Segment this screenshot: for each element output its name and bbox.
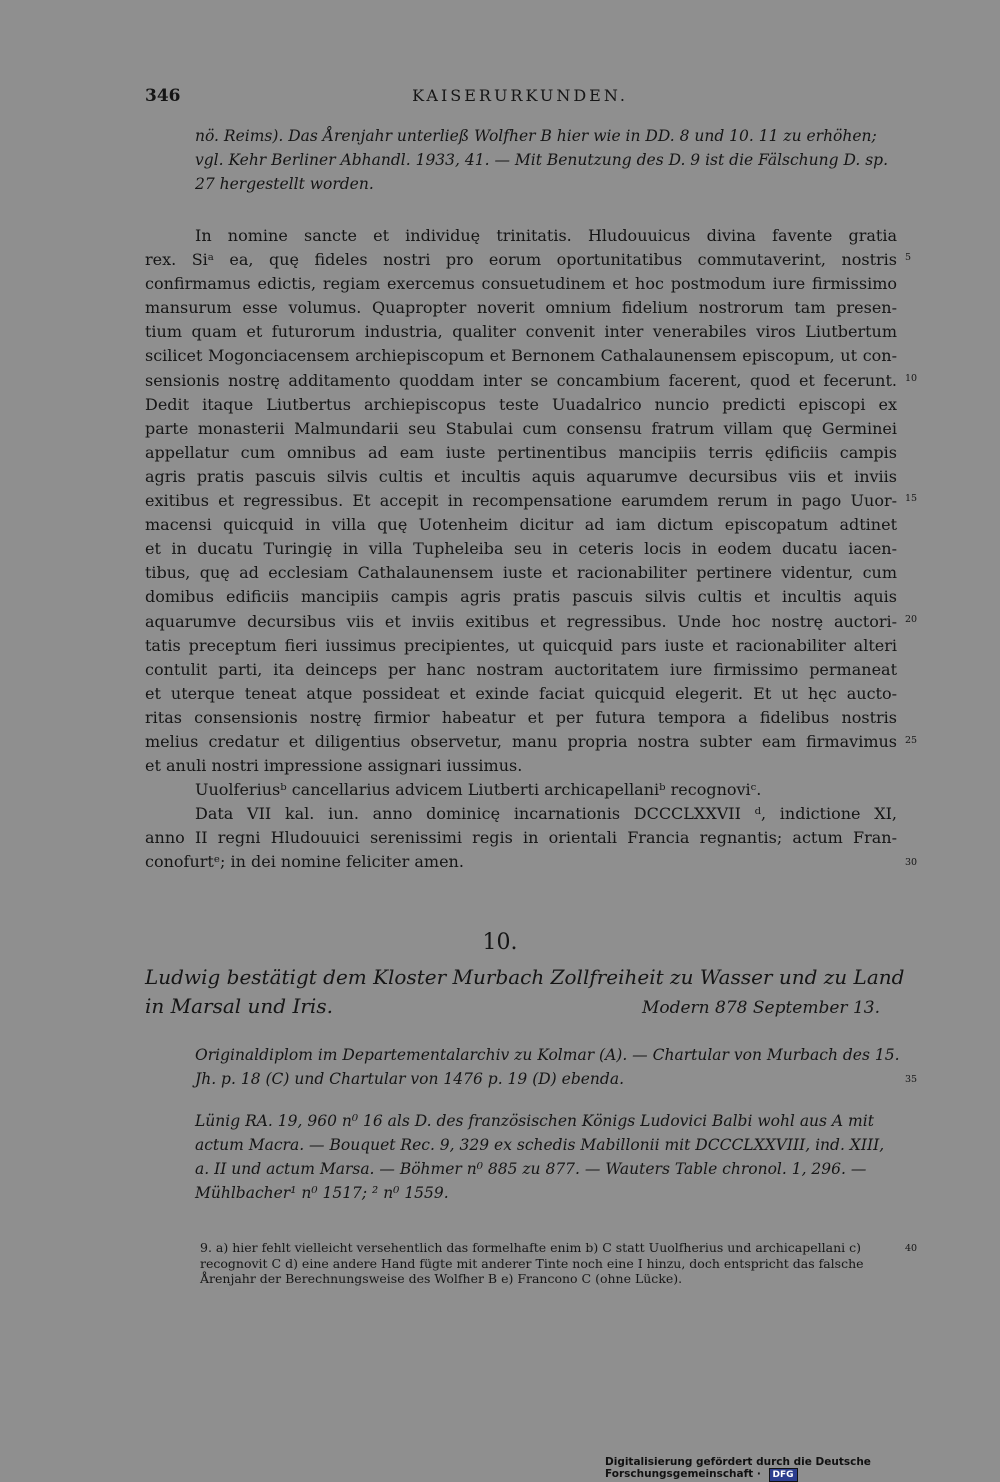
source-paragraph: Lünig RA. 19, 960 n⁰ 16 als D. des französischen Königs Ludovici Balbi wohl aus A mit actum Macra. — Bouquet Rec. 9, 329 ex schedis Mabillonii mit DCCCLXXVIII, ind. XIII, a. II und actum Marsa. — Böhmer n⁰ 885 zu 877. — Wauters Table chronol. 1, 296. — Mühlbacher¹ n⁰ 1517; ² n⁰ 1559. <box>195 1112 885 1202</box>
charter-line: rex. Siᵃ ea, quę fideles nostri pro eorum oportunitatibus commutaverint, nostris <box>145 250 897 270</box>
line-number: 40 <box>905 1243 918 1254</box>
charter-line: tium quam et futurorum industria, qualiter convenit inter venerabiles viros Liutbertum <box>145 322 897 342</box>
charter-line: et uterque teneat atque possideat et exinde faciat quicquid elegerit. Et ut hęc aucto- <box>145 683 897 703</box>
title-line-2: in Marsal und Iris. <box>145 994 333 1018</box>
charter-line: macensi quicquid in villa quę Uotenheim dicitur ad iam dictum episcopatum adtinet <box>145 515 897 535</box>
charter-line: appellatur cum omnibus ad eam iuste pertinentibus mancipiis terris ędificiis campis <box>145 442 897 462</box>
charter-line: et in ducatu Turingię in villa Tupheleiba seu in ceteris locis in eodem ducatu iacen- <box>145 539 897 559</box>
charter-line: mansurum esse volumus. Quapropter noverit omnium fidelium nostrorum tam presen- <box>145 298 897 318</box>
margin-line-numbers <box>905 0 935 1477</box>
charter-line: aquarumve decursibus viis et inviis exitibus et regressibus. Unde hoc nostrę auctori- <box>145 611 897 631</box>
charter-line: sensionis nostrę additamento quoddam inter se concambium facerent, quod et fecerunt. <box>145 370 897 390</box>
charter-text <box>145 224 897 875</box>
dating-line: conofurtᵉ; in dei nomine feliciter amen. <box>145 852 464 872</box>
charter-line: parte monasterii Malmundarii seu Stabulai cum consensu fratrum villam quę Germinei <box>145 418 897 438</box>
dating-line: Data VII kal. iun. anno dominicę incarnationis DCCCLXXVII ᵈ, indictione XI, <box>195 804 897 824</box>
footnotes <box>200 1240 902 1287</box>
line-number: 10 <box>905 373 918 384</box>
charter-line: contulit parti, ita deinceps per hanc nostram auctoritatem iure firmissimo permaneat <box>145 659 897 679</box>
source-paragraph: Originaldiplom im Departementalarchiv zu Kolmar (A). — Chartular von Murbach des 15. Jh. p. 18 (C) und Chartular von 1476 p. 19 (D) ebenda. <box>195 1046 900 1088</box>
charter-line: tibus, quę ad ecclesiam Cathalaunensem iuste et racionabiliter pertinere videntur, cum <box>145 563 897 583</box>
line-number: 5 <box>905 252 912 263</box>
charter-line: ritas consensionis nostrę firmior habeatur et per futura tempora a fidelibus nostris <box>145 707 897 727</box>
running-title: KAISERURKUNDEN. <box>412 86 628 105</box>
line-number: 20 <box>905 614 918 625</box>
title-line-2-container <box>145 992 900 1021</box>
charter-line: agris pratis pascuis silvis cultis et incultis aquis aquarumve decursibus viis et inviis <box>145 466 897 486</box>
charter-line: domibus edificiis mancipiis campis agris pratis pascuis silvis cultis et incultis aquis <box>145 587 897 607</box>
commentary-text: nö. Reims). Das Årenjahr unterließ Wolfher B hier wie in DD. 8 und 10. 11 zu erhöhen; vgl. Kehr Berliner Abhandl. 1933, 41. — Mit Benutzung des D. 9 ist die Fälschung D. sp. 27 hergestellt worden. <box>195 127 889 193</box>
charter-line: et anuli nostri impressione assignari iussimus. <box>145 756 523 776</box>
dating-line: anno II regni Hludouuici serenissimi regis in orientali Francia regnantis; actum Fran- <box>145 828 897 848</box>
document-title <box>145 963 905 1021</box>
charter-line: confirmamus edictis, regiam exercemus consuetudinem et hoc postmodum iure firmissimo <box>145 274 897 294</box>
line-number: 25 <box>905 735 918 746</box>
title-line-1: Ludwig bestätigt dem Kloster Murbach Zollfreiheit zu Wasser und zu Land <box>145 965 905 989</box>
source-notes <box>195 1043 900 1223</box>
document-number: 10. <box>482 930 518 955</box>
charter-line: scilicet Mogonciacensem archiepiscopum et Bernonem Cathalaunensem episcopum, ut con- <box>145 346 897 366</box>
subscription-line: Uuolferiusᵇ cancellarius advicem Liutberti archicapellaniᵇ recognoviᶜ. <box>195 780 762 800</box>
page-header <box>145 86 895 110</box>
digitization-footer <box>605 1456 1000 1482</box>
dfg-logo: DFG <box>769 1468 798 1482</box>
charter-line: melius credatur et diligentius observetur, manu propria nostra subter eam firmavimus <box>145 731 897 751</box>
charter-line: Dedit itaque Liutbertus archiepiscopus teste Uuadalrico nuncio predicti episcopi ex <box>145 394 897 414</box>
line-number: 15 <box>905 493 918 504</box>
charter-line: exitibus et regressibus. Et accepit in recompensatione earumdem rerum in pago Uuor- <box>145 491 897 511</box>
place-and-date: Modern 878 September 13. <box>641 998 880 1018</box>
line-number: 35 <box>905 1074 918 1085</box>
charter-line: tatis preceptum fieri iussimus precipientes, ut quicquid pars iuste et racionabiliter alteri <box>145 635 897 655</box>
footnote-text: 9. a) hier fehlt vielleicht versehentlich das formelhafte enim b) C statt Uuolfherius und archicapellani c) recognovit C d) eine andere Hand fügte mit anderer Tinte noch eine I hinzu, doch entspricht das falsche Årenjahr der Berechnungsweise des Wolfher B e) Francono C (ohne Lücke). <box>200 1240 864 1286</box>
footer-text: Digitalisierung gefördert durch die Deutsche Forschungsgemeinschaft · <box>605 1456 871 1480</box>
line-number: 30 <box>905 857 918 868</box>
preceding-commentary <box>195 124 897 196</box>
page-number: 346 <box>145 86 181 106</box>
charter-line: In nomine sancte et individuę trinitatis. Hludouuicus divina favente gratia <box>195 226 897 245</box>
